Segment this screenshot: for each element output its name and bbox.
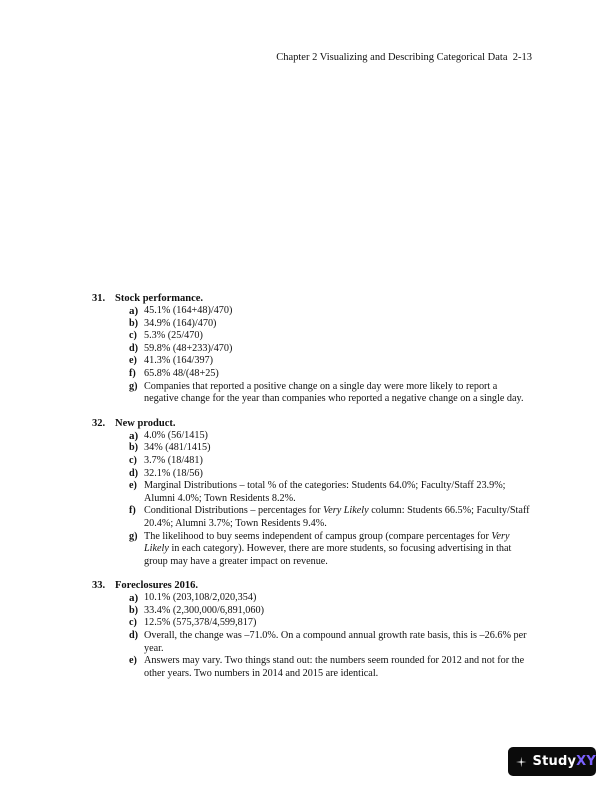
item-text-before: Conditional Distributions – percentages for — [144, 505, 324, 517]
item-text: Companies that reported a positive change on a single day were more likely to report a negative change for the year than companies who reported a negative change on a single day. — [144, 380, 524, 405]
running-title: Chapter 2 Visualizing and Describing Categorical Data — [276, 52, 508, 63]
answer-item — [92, 343, 532, 356]
answer-item — [92, 531, 532, 569]
answer-item — [92, 617, 532, 630]
item-text: 45.1% (164+48)/470) — [144, 305, 233, 316]
answer-item — [92, 318, 532, 331]
badge-brand — [533, 754, 596, 769]
item-text: 59.8% (48+233)/470) — [144, 342, 233, 354]
answer-item — [92, 455, 532, 468]
item-text — [144, 531, 511, 567]
item-text: 12.5% (575,378/4,599,817) — [144, 617, 257, 629]
item-label: b) — [129, 317, 139, 329]
answer-item — [92, 505, 532, 530]
item-label: e) — [129, 480, 137, 492]
item-text: 5.3% (25/470) — [144, 330, 203, 342]
problem-title — [92, 417, 532, 430]
item-label: a) — [129, 305, 139, 317]
item-label: e) — [129, 355, 137, 367]
problem-number: 33. — [92, 580, 106, 592]
problem — [92, 292, 532, 406]
item-text: Answers may vary. Two things stand out: the numbers seem rounded for 2012 and not for the other years. Two numbers in 2014 and 2015 are identical. — [144, 655, 525, 679]
item-label: b) — [129, 604, 139, 616]
problem-title-text: Foreclosures 2016. — [115, 580, 199, 592]
plus-sparkle-icon — [516, 754, 527, 770]
answer-item — [92, 630, 532, 655]
answer-item — [92, 330, 532, 343]
brand-part-1: Study — [532, 754, 577, 769]
item-text: 32.1% (18/56) — [144, 467, 203, 479]
item-text: 34.9% (164)/470) — [144, 317, 217, 329]
answer-item — [92, 305, 532, 318]
item-text: 3.7% (18/481) — [144, 454, 203, 466]
item-label: d) — [129, 342, 139, 354]
answer-item — [92, 468, 532, 481]
item-emphasis: Very Likely — [144, 530, 510, 555]
studyxy-badge[interactable] — [508, 747, 596, 776]
item-label: c) — [129, 330, 137, 342]
answer-item — [92, 368, 532, 381]
item-label: g) — [129, 530, 138, 542]
item-label: c) — [129, 454, 137, 466]
item-label: a) — [129, 429, 139, 442]
item-label: f) — [129, 367, 136, 379]
brand-part-2: XY — [576, 754, 596, 769]
item-label: a) — [129, 592, 139, 605]
answer-item — [92, 592, 532, 605]
problem-title-text: Stock performance. — [115, 293, 204, 304]
item-label: d) — [129, 630, 139, 642]
problem-title — [92, 579, 532, 592]
problem — [92, 417, 532, 569]
problem-title — [92, 292, 532, 305]
item-text-after: in each category). However, there are more students, so focusing advertising in that group may have a greater impact on revenue. — [144, 543, 512, 567]
item-label: f) — [129, 505, 136, 517]
answer-item — [92, 430, 532, 443]
item-emphasis: Very Likely — [323, 505, 369, 517]
answer-item — [92, 655, 532, 680]
problem-list — [92, 292, 532, 691]
item-text: 33.4% (2,300,000/6,891,060) — [144, 604, 264, 616]
item-label: c) — [129, 617, 137, 629]
problem-number: 31. — [92, 293, 106, 304]
item-label: g) — [129, 380, 138, 392]
item-text: Marginal Distributions – total % of the categories: Students 64.0%; Faculty/Staff 23.9%; Alumni 4.0%; Town Residents 8.2%. — [144, 480, 506, 504]
item-text: 41.3% (164/397) — [144, 355, 214, 367]
item-text: 10.1% (203,108/2,020,354) — [144, 592, 257, 604]
page-number: 2-13 — [512, 52, 532, 63]
item-text — [144, 505, 529, 529]
problem-title-text: New product. — [115, 417, 176, 429]
item-text: 34% (481/1415) — [144, 442, 211, 454]
item-text: 65.8% 48/(48+25) — [144, 367, 219, 379]
problem-number: 32. — [92, 417, 106, 429]
item-label: b) — [129, 442, 139, 454]
item-label: d) — [129, 467, 139, 479]
answer-item — [92, 442, 532, 455]
item-text: Overall, the change was –71.0%. On a compound annual growth rate basis, this is –26.6% per year. — [144, 630, 527, 654]
answer-item — [92, 605, 532, 618]
item-label: e) — [129, 655, 137, 667]
item-text-after: column: Students 66.5%; Faculty/Staff 20.4%; Alumni 3.7%; Town Residents 9.4%. — [144, 505, 530, 529]
answer-item — [92, 480, 532, 505]
item-text-before: The likelihood to buy seems independent of campus group (compare percentages for — [144, 530, 492, 542]
running-header — [276, 52, 532, 63]
answer-item — [92, 355, 532, 368]
problem — [92, 579, 532, 680]
answer-item — [92, 381, 532, 406]
item-text: 4.0% (56/1415) — [144, 429, 208, 441]
